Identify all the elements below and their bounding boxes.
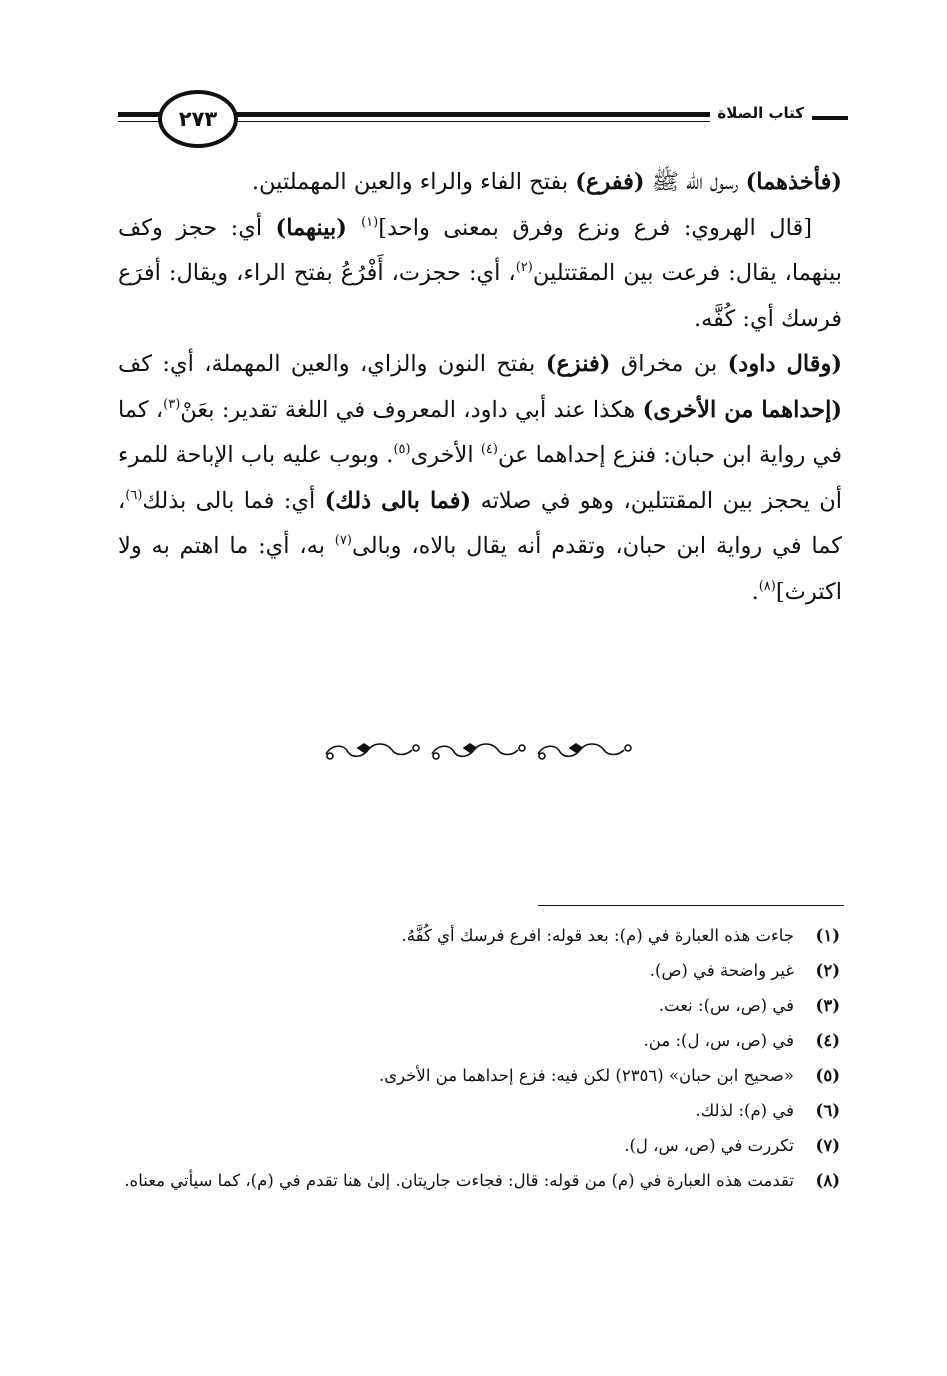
- footnote-ref[interactable]: (٦): [125, 487, 143, 503]
- bold-term: (إحداهما من الأخرى): [642, 396, 842, 423]
- footnote-number: (١): [815, 926, 840, 945]
- bold-term: (وقال داود): [727, 351, 842, 377]
- bold-term: (بينهما): [275, 214, 362, 241]
- footnote-ref[interactable]: (٨): [758, 578, 776, 594]
- footnote-ref[interactable]: (١): [361, 214, 379, 230]
- header-rule: [118, 112, 162, 117]
- footnote-text: تقدمت هذه العبارة في (م) من قوله: قال: فجاءت جاريتان. إلىٰ هنا تقدم في (م)، كما سيأتي معناه.: [124, 1171, 794, 1190]
- header-rule: [812, 116, 848, 120]
- footnote-text: في (م): لذلك.: [695, 1101, 794, 1120]
- text-run: [قال الهروي: فرع ونزع وفرق بمعنى واحد]: [378, 214, 812, 241]
- text-run: هكذا عند أبي داود، المعروف في اللغة تقدير: بعَنْ: [180, 396, 643, 423]
- paragraph: [118, 160, 842, 206]
- footnote-number: (٥): [815, 1066, 840, 1085]
- footnote-number: (٨): [815, 1171, 840, 1190]
- bold-term: (فما بالى ذلك): [324, 487, 472, 514]
- text-run: ، كما في رواية ابن حبان، وتقدم أنه يقال بالاه، وبالى: [118, 487, 842, 559]
- paragraph: [118, 342, 842, 615]
- floral-divider-icon: [322, 738, 632, 764]
- paragraph: [118, 206, 842, 343]
- text-run: به، أي: ما اهتم به ولا اكترث]: [118, 533, 842, 605]
- page-header: [118, 90, 848, 150]
- footnote-number: (٢): [815, 961, 840, 980]
- footnote-item: [110, 1128, 840, 1163]
- footnote-item: [110, 1058, 840, 1093]
- header-rule: [118, 121, 162, 122]
- footnote-text: في (ص، س): نعت.: [658, 996, 794, 1015]
- header-rule: [218, 121, 710, 122]
- footnote-ref[interactable]: (٤): [480, 442, 498, 457]
- footnote-item: [110, 1163, 840, 1198]
- footnote-number: (٦): [815, 1101, 840, 1120]
- footnote-item: [110, 953, 840, 988]
- page-number: ٢٧٣: [158, 90, 238, 148]
- text-run: . وبوب عليه باب الإباحة للمرء أن يحجز بين المقتتلين، وهو في صلاته: [118, 442, 842, 514]
- footnote-item: [110, 1023, 840, 1058]
- bold-term: (فنزع): [545, 351, 611, 377]
- footnote-item: [110, 918, 840, 953]
- footnote-text: في (ص، س، ل): من.: [643, 1031, 794, 1050]
- text-run: ، أي: حجزت، أَفْرُعُ بفتح الراء، ويقال: أفرَع فرسك أي: كُفَّه.: [118, 260, 842, 332]
- text-run: بفتح النون والزاي، والعين المهملة، أي: كف: [118, 351, 546, 377]
- footnotes: [110, 918, 840, 1198]
- footnote-ref[interactable]: (٥): [393, 442, 411, 457]
- footnote-number: (٣): [815, 996, 840, 1015]
- main-text: [118, 160, 842, 615]
- bold-term: (ففرع): [575, 169, 645, 195]
- text-run: أي: حجز وكف بينهما، يقال: فرعت بين المقتتلين: [118, 214, 842, 286]
- footnote-text: غير واضحة في (ص).: [649, 961, 794, 980]
- text-run: رسول الله ﷺ: [644, 169, 746, 195]
- bold-term: (فأخذهما): [745, 169, 842, 195]
- footnote-ref[interactable]: (٣): [163, 396, 181, 412]
- header-rule: [218, 112, 710, 117]
- text-run: الأخرى: [410, 442, 481, 468]
- footnote-ref[interactable]: (٢): [515, 260, 533, 275]
- text-run: .: [751, 578, 759, 605]
- text-run: بن مخراق: [610, 351, 728, 377]
- footnote-ref[interactable]: (٧): [334, 533, 352, 548]
- book-title: كتاب الصلاة: [713, 104, 808, 122]
- footnote-number: (٤): [815, 1031, 840, 1050]
- footnote-text: تكررت في (ص، س، ل).: [624, 1136, 794, 1155]
- text-run: بفتح الفاء والراء والعين المهملتين.: [251, 169, 576, 195]
- footnote-text: «صحيح ابن حبان» (٢٣٥٦) لكن فيه: فزع إحداهما من الأخرى.: [378, 1066, 794, 1085]
- text-run: أي: فما بالى بذلك: [142, 487, 325, 514]
- footnote-item: [110, 1093, 840, 1128]
- footnote-separator: [538, 905, 844, 906]
- footnote-number: (٧): [815, 1136, 840, 1155]
- footnote-item: [110, 988, 840, 1023]
- text-run: ، كما في رواية ابن حبان: فنزع إحداهما عن: [118, 396, 843, 468]
- footnote-text: جاءت هذه العبارة في (م): بعد قوله: افرع فرسك أي كُفَّهُ.: [401, 926, 794, 945]
